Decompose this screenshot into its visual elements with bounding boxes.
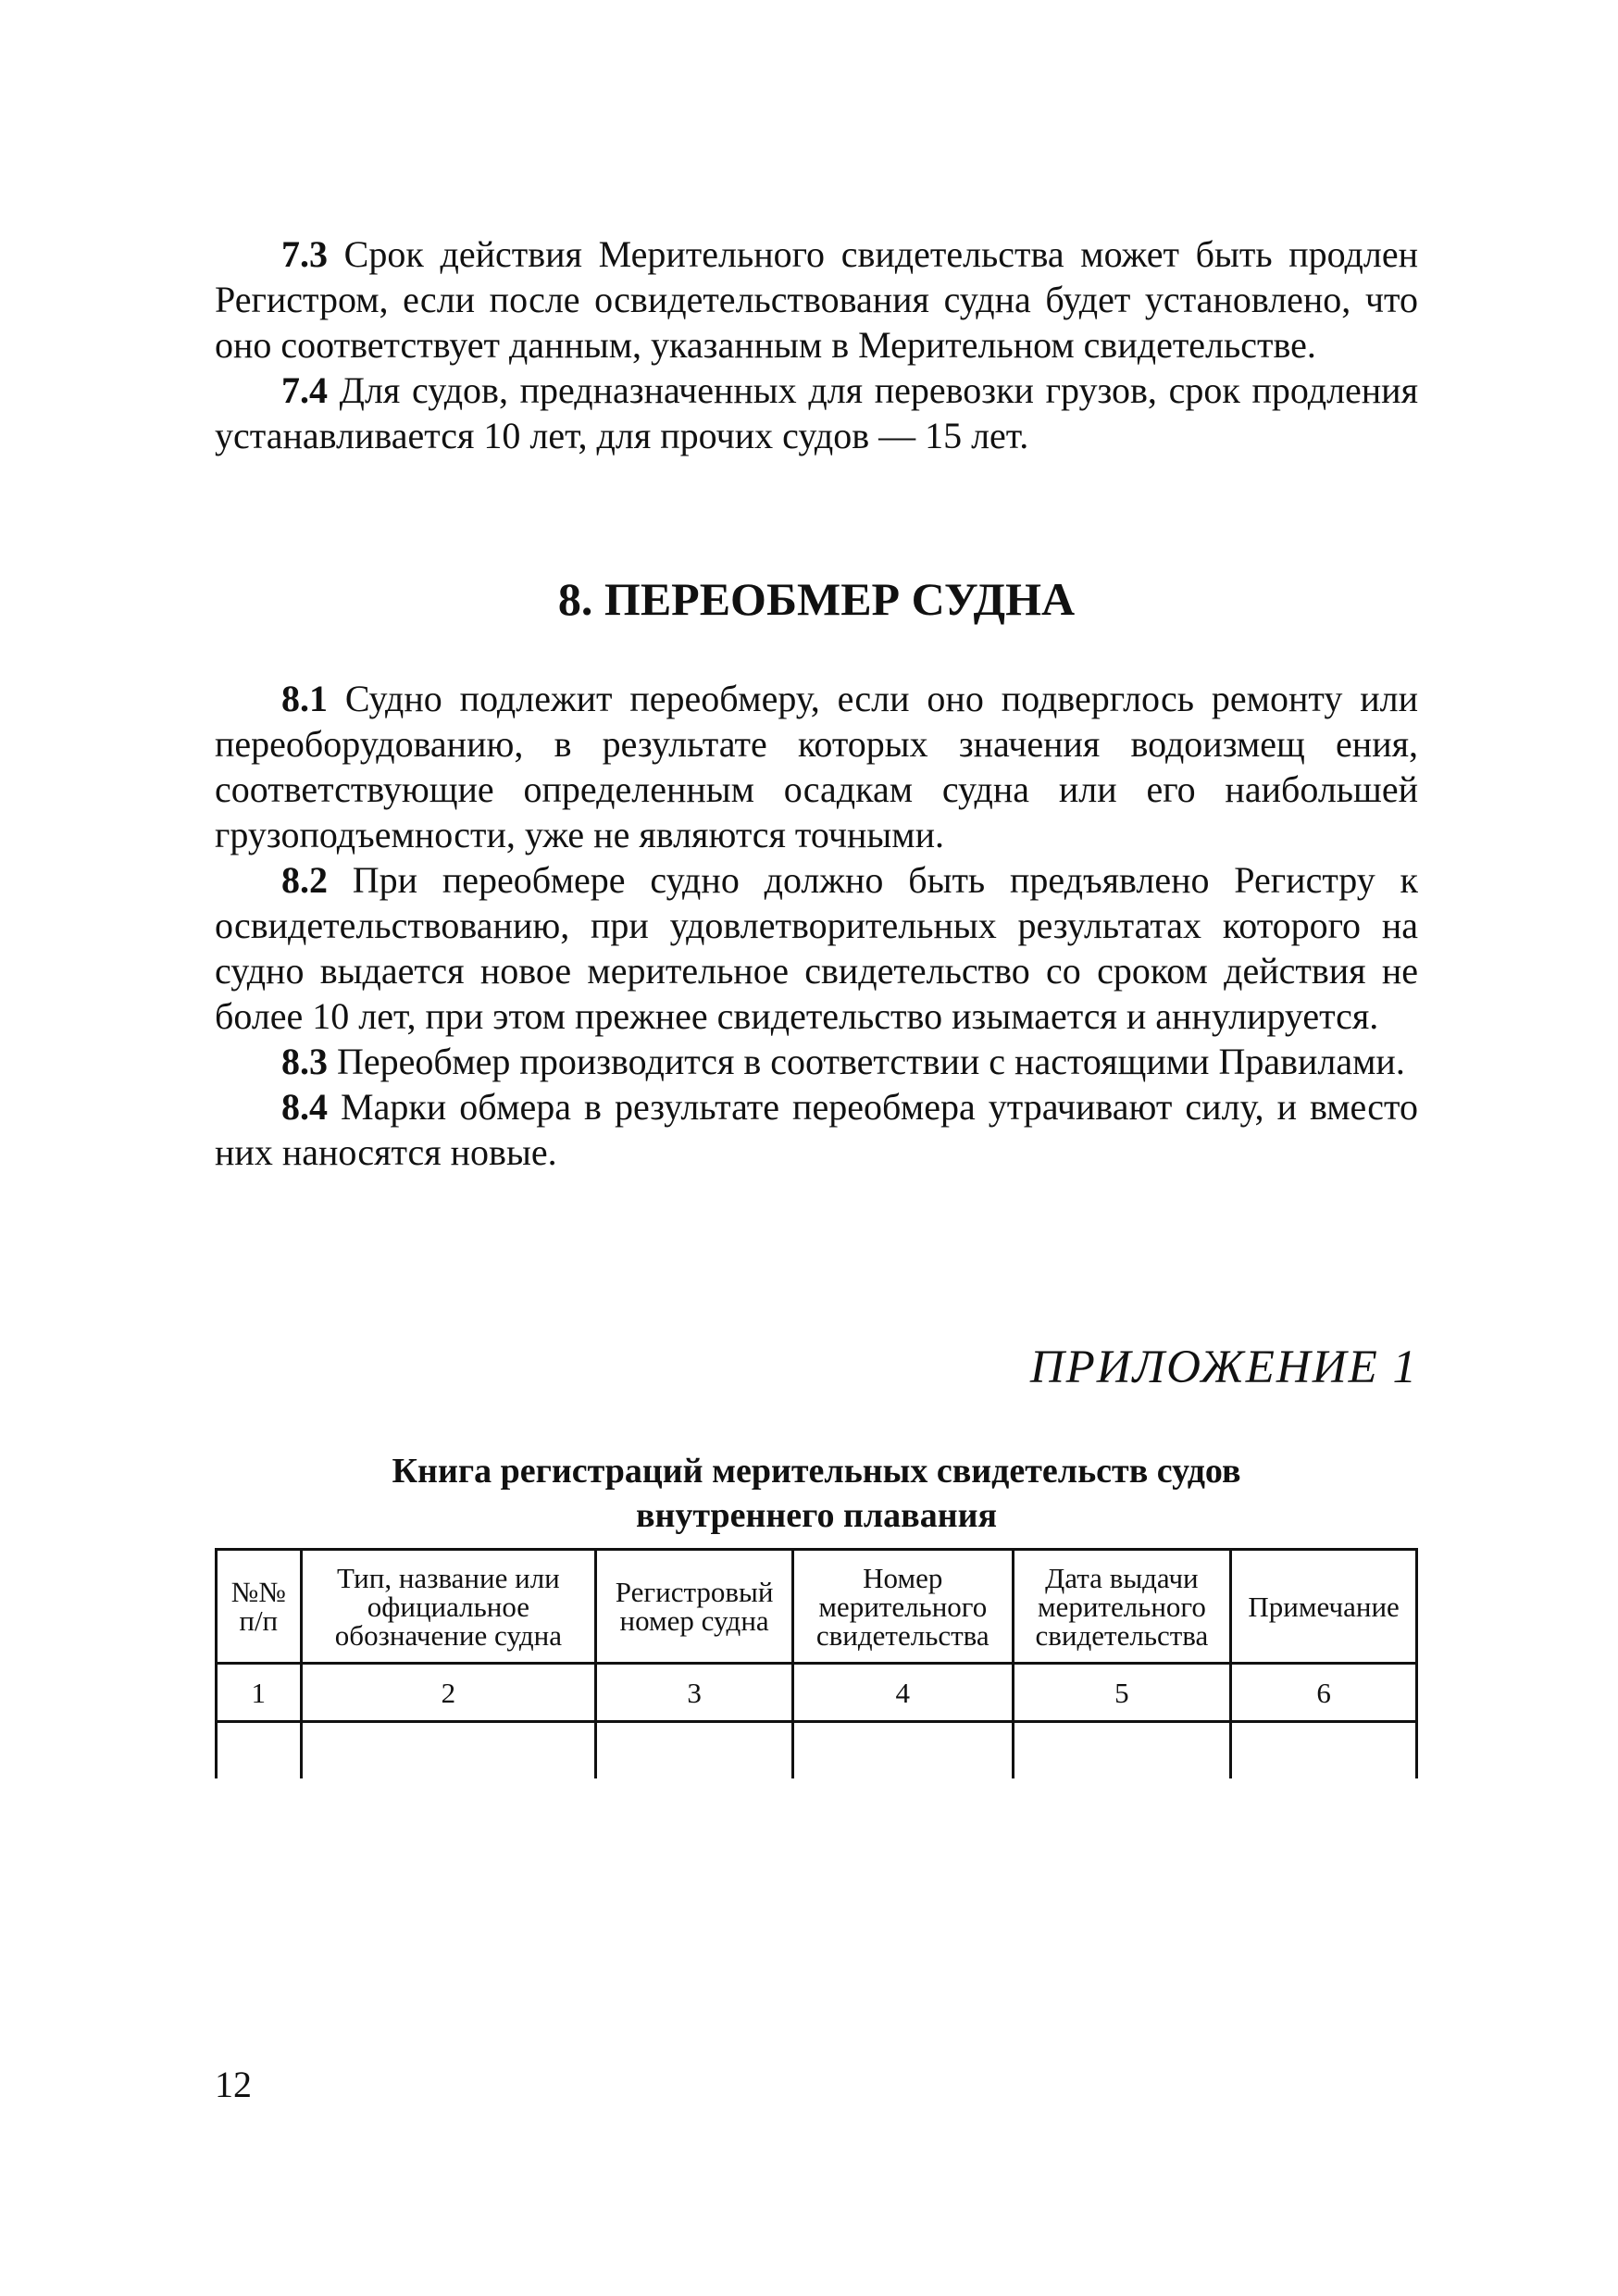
paragraph-number: 7.3: [281, 233, 328, 275]
paragraph-number: 8.2: [281, 859, 328, 901]
paragraph-8-2: [215, 857, 1418, 1039]
empty-cell: [792, 1722, 1013, 1779]
appendix-label: ПРИЛОЖЕНИЕ 1: [1029, 1341, 1418, 1393]
column-number-cell: 1: [217, 1664, 302, 1722]
column-number-cell: 6: [1231, 1664, 1417, 1722]
paragraph-8-3: [215, 1039, 1418, 1084]
paragraph-number: 8.1: [281, 678, 328, 719]
section-8-heading: 8. ПЕРЕОБМЕР СУДНА: [557, 573, 1076, 625]
paragraph-text: Для судов, предназначенных для перевозки грузов, срок продления устанавливается 10 лет, для прочих судов — 15 лет.: [215, 369, 1418, 456]
column-number-cell: 4: [792, 1664, 1013, 1722]
table-row: [217, 1722, 1417, 1779]
empty-cell: [1013, 1722, 1231, 1779]
paragraph-text: Переобмер производится в соответствии с настоящими Правилами.: [328, 1041, 1405, 1082]
paragraph-text: Судно подлежит переобмеру, если оно подверглось ремонту или переоборудованию, в результате которых значения водоизмещ ения, соответствующие определенным осадкам судна или его наибольшей грузоподъемности, уже не являются точными.: [215, 678, 1418, 855]
paragraph-number: 8.4: [281, 1086, 328, 1128]
column-number-row: [217, 1664, 1417, 1722]
paragraph-8-1: [215, 676, 1418, 857]
empty-cell: [217, 1722, 302, 1779]
paragraph-number: 7.4: [281, 369, 328, 411]
column-number-cell: 3: [596, 1664, 793, 1722]
paragraph-text: При переобмере судно должно быть предъявлено Регистру к освидетельствованию, при удовлетворительных результатах которого на судно выдается новое мерительное свидетельство со сроком действия не более 10 лет, при этом прежнее свидетельство изымается и аннулируется.: [215, 859, 1418, 1037]
paragraph-text: Срок действия Мерительного свидетельства может быть продлен Регистром, если после освидетельствования судна будет установлено, что оно соответствует данным, указанным в Мерительном свидетельстве.: [215, 233, 1418, 366]
header-cell-issue-date: Дата выдачи мерительного свидетельства: [1013, 1550, 1231, 1664]
table-title-line-1: Книга регистраций мерительных свидетельств судов: [392, 1452, 1241, 1491]
column-number-cell: 2: [301, 1664, 596, 1722]
registration-table: [215, 1548, 1418, 1778]
header-cell-register-number: Регистровый номер судна: [596, 1550, 793, 1664]
page-number: 12: [215, 2064, 252, 2105]
empty-cell: [596, 1722, 793, 1779]
empty-cell: [1231, 1722, 1417, 1779]
header-cell-vessel-type: Тип, название или официальное обозначение судна: [301, 1550, 596, 1664]
paragraph-7-4: [215, 368, 1418, 458]
column-number-cell: 5: [1013, 1664, 1231, 1722]
section-7-text: [215, 231, 1418, 458]
header-cell-note: Примечание: [1231, 1550, 1417, 1664]
section-8-text: [215, 676, 1418, 1175]
table-header-row: [217, 1550, 1417, 1664]
table-title: [215, 1449, 1418, 1538]
paragraph-number: 8.3: [281, 1041, 328, 1082]
paragraph-text: Марки обмера в результате переобмера утрачивают силу, и вместо них наносятся новые.: [215, 1086, 1418, 1173]
header-cell-certificate-number: Номер мерительного свидетельства: [792, 1550, 1013, 1664]
table-title-line-2: внутреннего плавания: [635, 1496, 998, 1535]
paragraph-8-4: [215, 1084, 1418, 1175]
paragraph-7-3: [215, 231, 1418, 368]
header-cell-number: №№ п/п: [217, 1550, 302, 1664]
empty-cell: [301, 1722, 596, 1779]
